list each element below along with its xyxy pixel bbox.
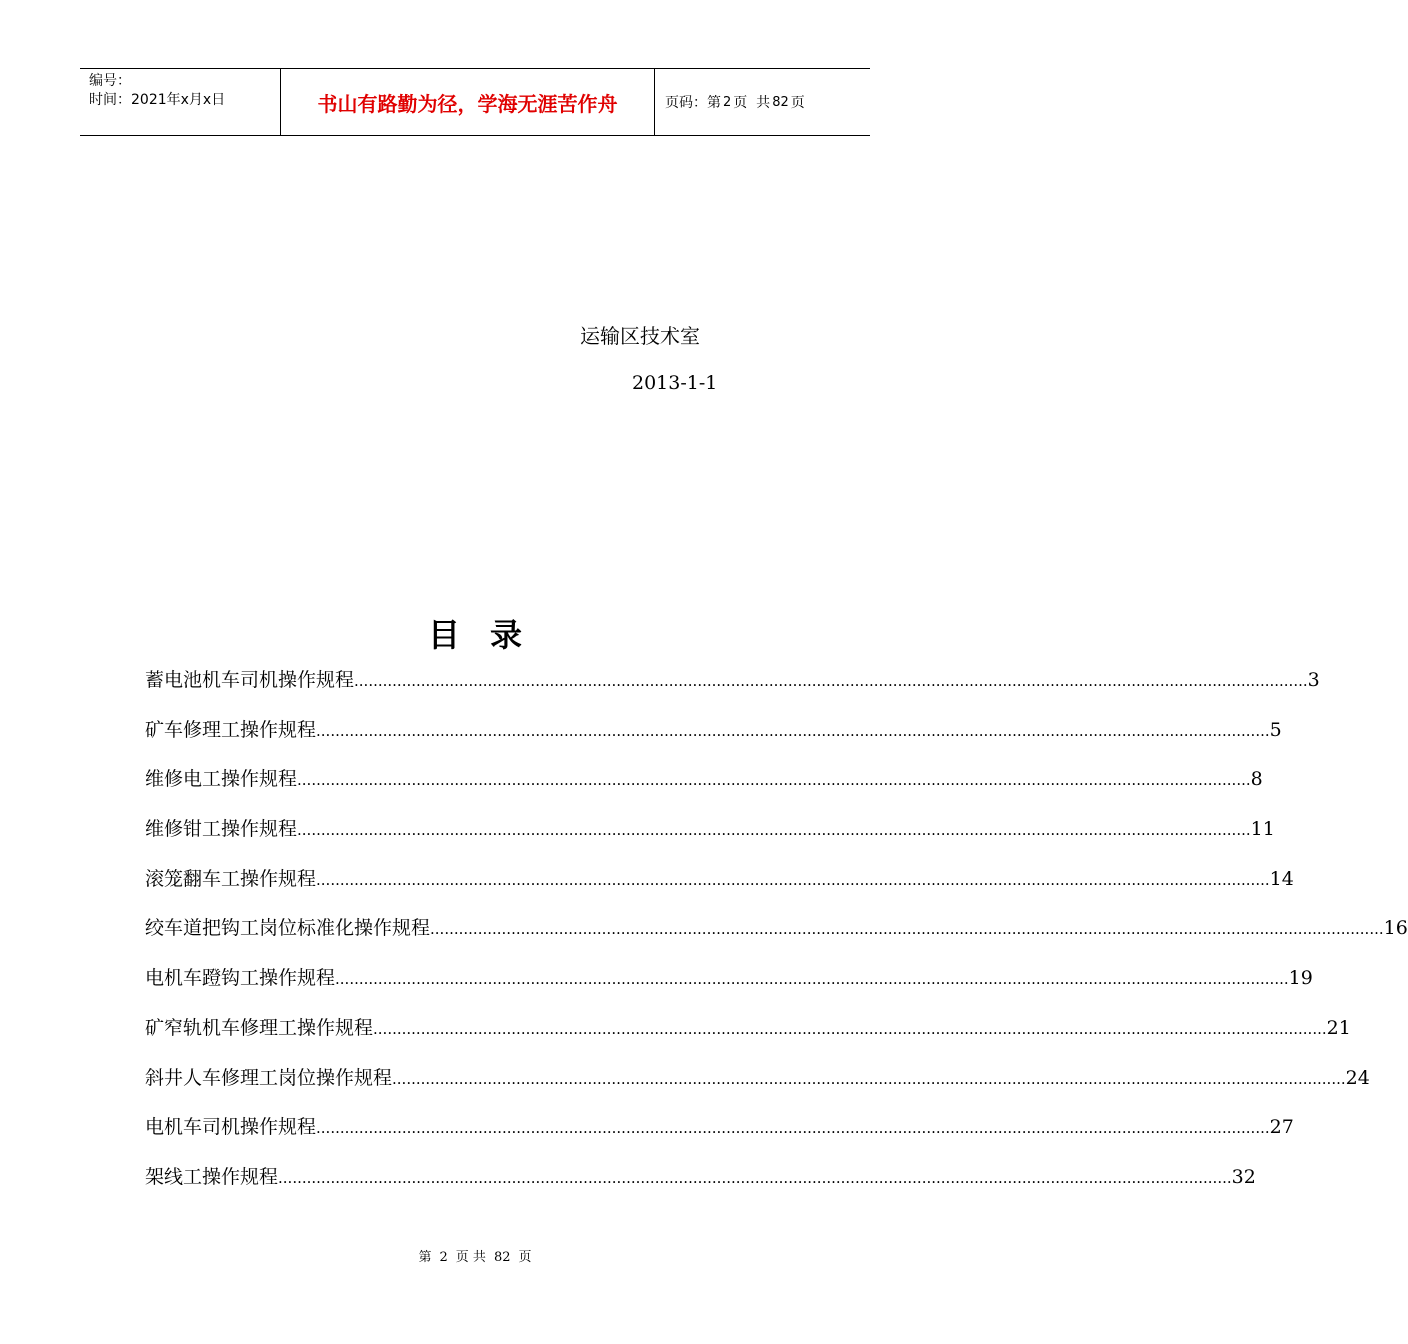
header-meta [80, 69, 281, 135]
footer-total: 82 [493, 1250, 511, 1265]
toc-entry-page: 16 [1383, 917, 1408, 940]
page-mid: 页 共 [733, 95, 771, 111]
toc-entry[interactable] [145, 764, 1263, 814]
toc-entry-page: 8 [1250, 768, 1263, 791]
toc-leader-dots: ........................................................................................................................................................................................................ [316, 1119, 1270, 1138]
header-motto: 书山有路勤为径，学海无涯苦作舟 [281, 69, 655, 135]
toc-entry-page: 27 [1269, 1116, 1294, 1139]
page-current: 2 [723, 94, 732, 110]
header-page-info [655, 69, 870, 135]
document-date: 2013-1-1 [632, 372, 718, 394]
toc-entry-label: 维修电工操作规程 [145, 768, 298, 791]
footer-mid: 页 共 [455, 1250, 486, 1265]
toc-entry[interactable] [145, 1162, 1256, 1212]
toc-entry-label: 矿窄轨机车修理工操作规程 [145, 1016, 374, 1039]
toc-entry[interactable] [145, 1112, 1294, 1162]
footer-prefix: 第 [418, 1250, 432, 1265]
toc-leader-dots: ........................................................................................................................................................................................................ [316, 721, 1270, 740]
toc-entry-label: 电机车司机操作规程 [145, 1116, 317, 1139]
toc-entry-page: 5 [1269, 718, 1282, 741]
time-label: 时间：2021年x月x日 [89, 92, 226, 108]
toc-list [145, 665, 1408, 1212]
toc-entry[interactable] [145, 814, 1275, 864]
toc-leader-dots: ........................................................................................................................................................................................................ [297, 821, 1251, 840]
footer-suffix: 页 [518, 1250, 532, 1265]
toc-entry[interactable] [145, 715, 1282, 765]
toc-entry-page: 24 [1345, 1066, 1370, 1089]
toc-entry-label: 维修钳工操作规程 [145, 818, 298, 841]
toc-entry-label: 矿车修理工操作规程 [145, 718, 317, 741]
toc-entry-label: 斜井人车修理工岗位操作规程 [145, 1066, 393, 1089]
toc-entry-page: 11 [1250, 818, 1275, 841]
toc-entry[interactable] [145, 864, 1294, 914]
toc-entry-page: 14 [1269, 867, 1294, 890]
toc-leader-dots: ........................................................................................................................................................................................................ [392, 1069, 1346, 1088]
page-total: 82 [772, 94, 789, 110]
footer [0, 1246, 950, 1265]
toc-leader-dots: ........................................................................................................................................................................................................ [297, 771, 1251, 790]
footer-current: 2 [439, 1250, 448, 1265]
toc-entry-label: 绞车道把钩工岗位标准化操作规程 [145, 917, 431, 940]
toc-leader-dots: ........................................................................................................................................................................................................ [430, 920, 1384, 939]
toc-leader-dots: ........................................................................................................................................................................................................ [278, 1168, 1232, 1187]
page-prefix: 页码：第 [665, 95, 721, 111]
toc-entry[interactable] [145, 963, 1313, 1013]
page-suffix: 页 [790, 95, 805, 111]
toc-entry-page: 32 [1231, 1165, 1256, 1188]
toc-leader-dots: ........................................................................................................................................................................................................ [354, 672, 1308, 690]
toc-title: 目录 [427, 616, 552, 654]
toc-entry[interactable] [145, 1013, 1351, 1063]
toc-leader-dots: ........................................................................................................................................................................................................ [335, 970, 1289, 989]
department: 运输区技术室 [580, 324, 700, 348]
toc-entry-label: 电机车蹬钩工操作规程 [145, 967, 336, 990]
toc-leader-dots: ........................................................................................................................................................................................................ [316, 870, 1270, 889]
toc-entry-page: 3 [1307, 669, 1320, 691]
code-label: 编号： [89, 73, 131, 89]
toc-entry[interactable] [145, 665, 1320, 715]
toc-entry-label: 架线工操作规程 [145, 1165, 279, 1188]
toc-entry-page: 21 [1326, 1016, 1351, 1039]
toc-leader-dots: ........................................................................................................................................................................................................ [373, 1019, 1327, 1038]
toc-entry-page: 19 [1288, 967, 1313, 990]
toc-entry[interactable] [145, 913, 1408, 963]
toc-entry-label: 蓄电池机车司机操作规程 [145, 669, 355, 691]
toc-entry[interactable] [145, 1063, 1370, 1113]
toc-entry-label: 滚笼翻车工操作规程 [145, 867, 317, 890]
header-table [80, 68, 870, 136]
